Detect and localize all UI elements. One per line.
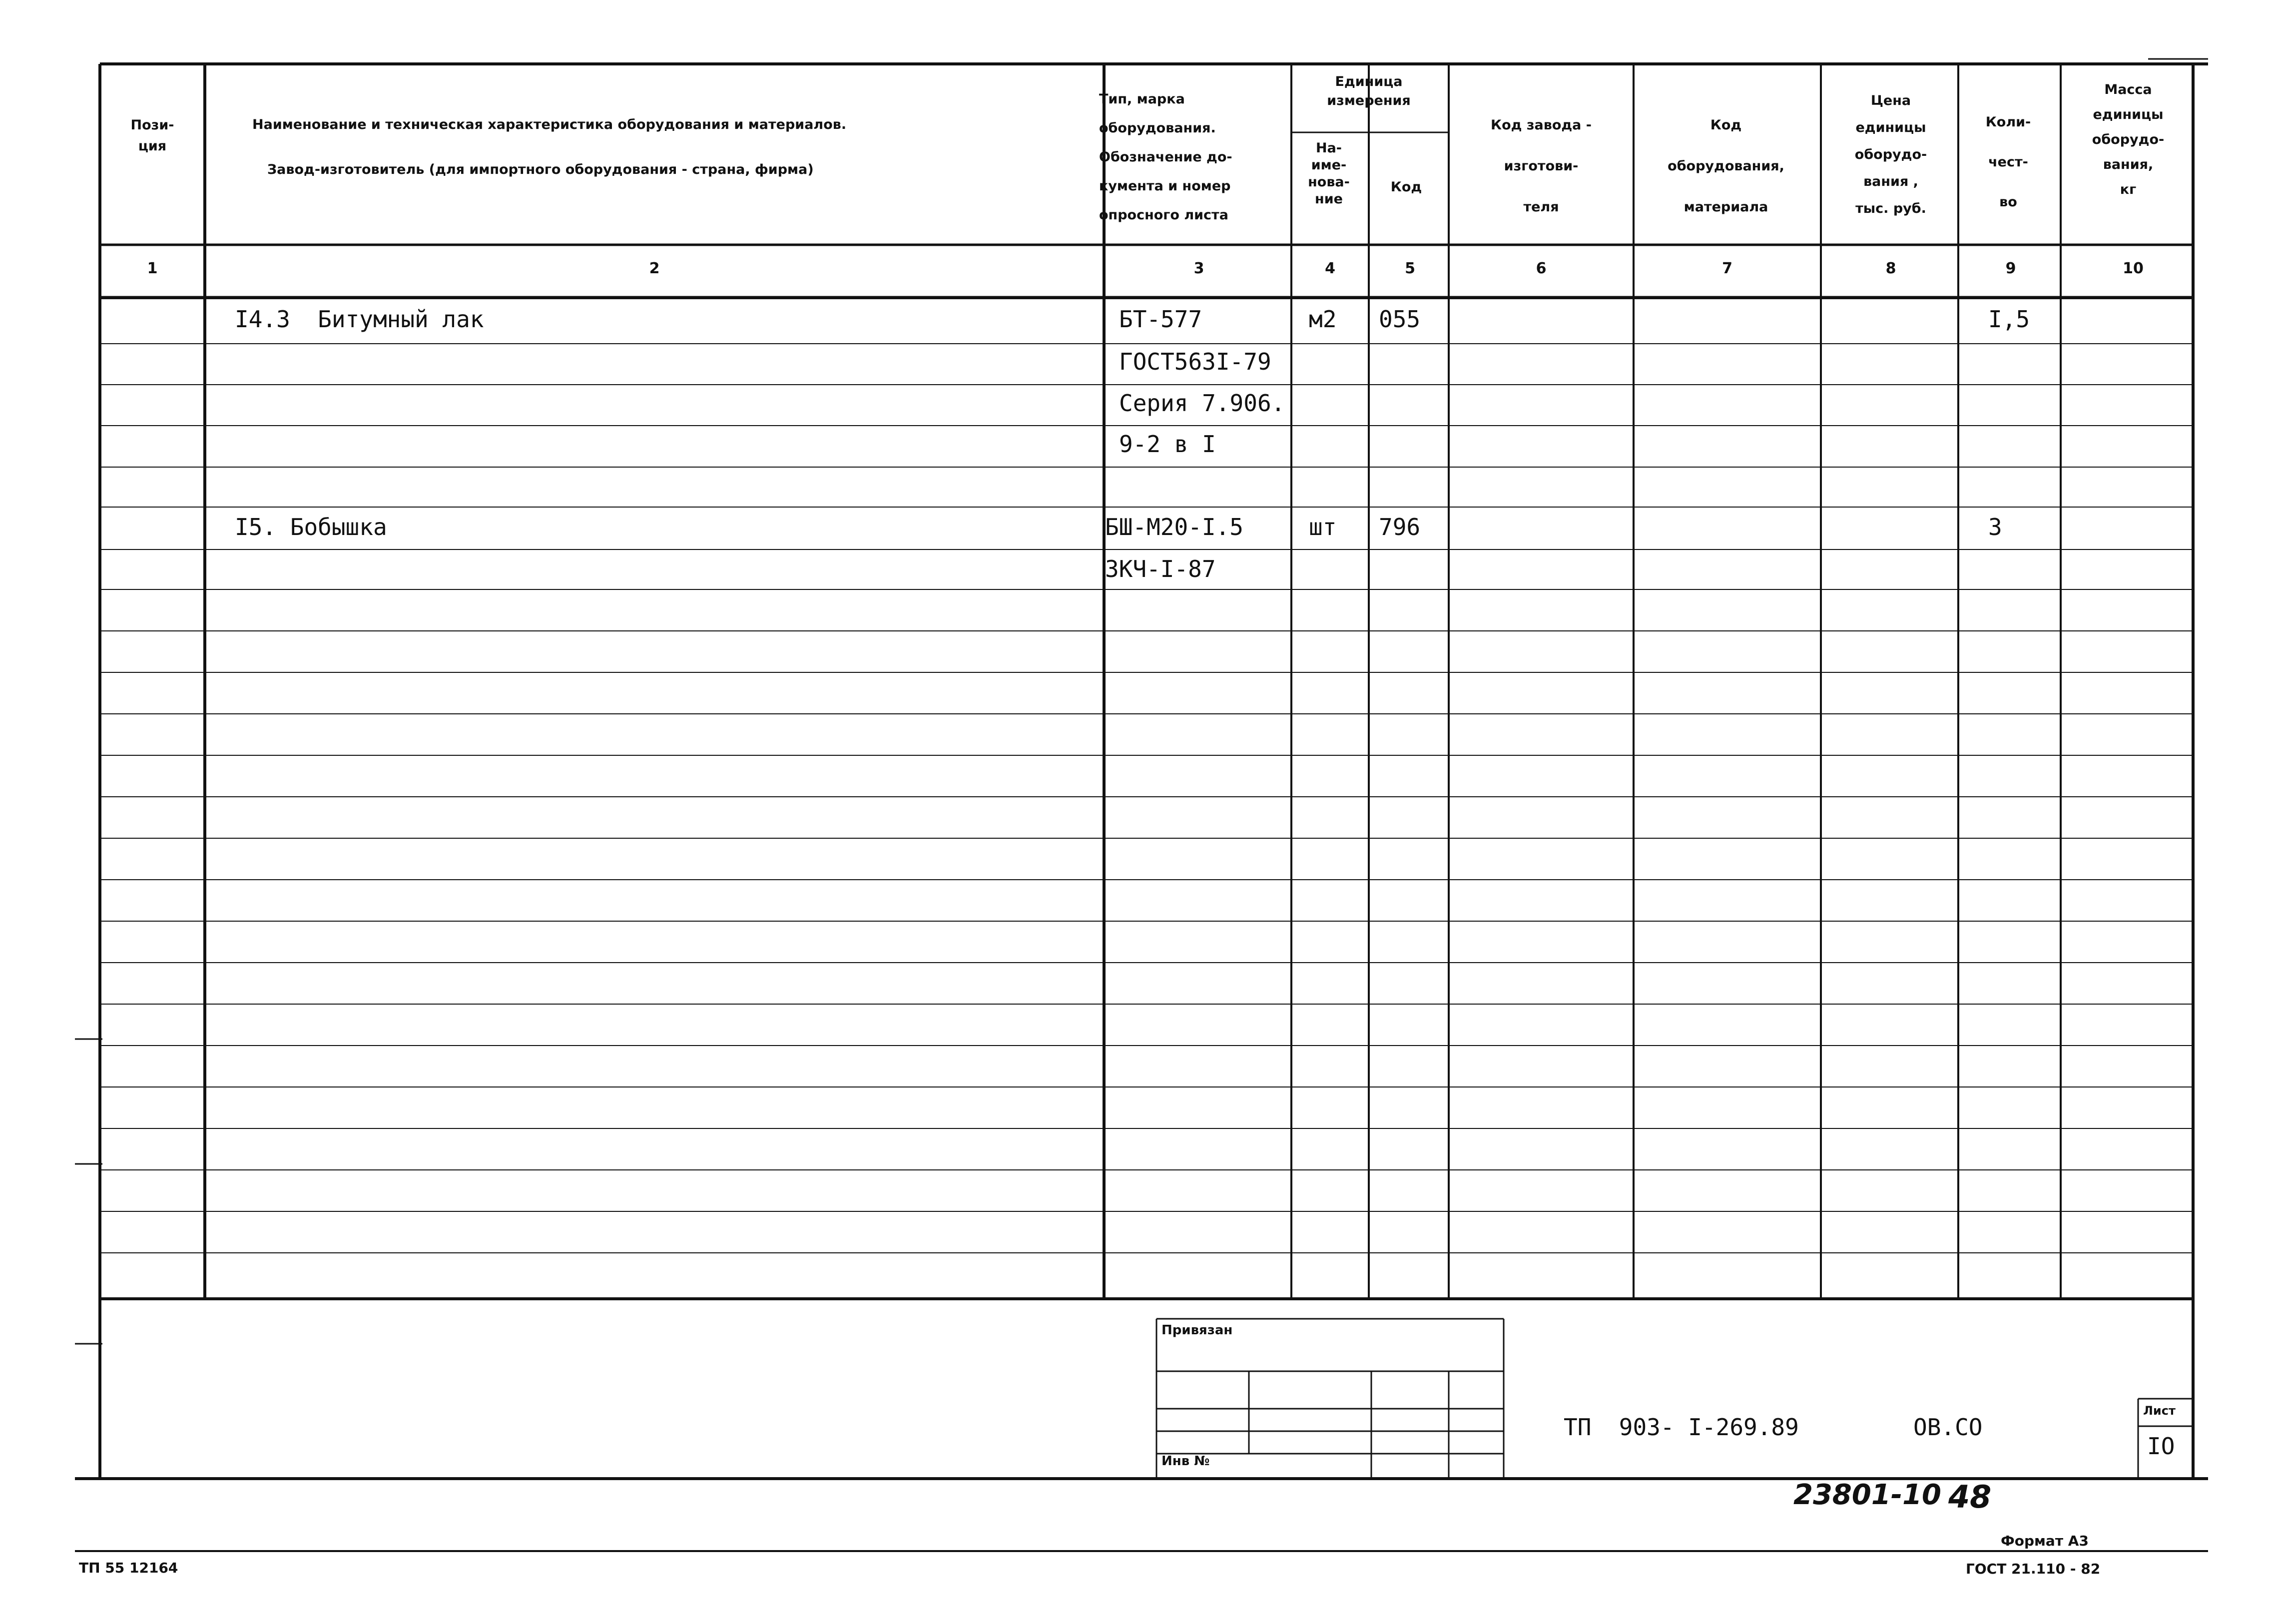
col-num-7: 7	[1722, 260, 1732, 277]
header-position: Пози- ция	[130, 117, 174, 154]
col-num-9: 9	[2005, 260, 2016, 277]
header-name-line1: Наименование и техническая характеристика оборудования и материалов.	[252, 117, 847, 132]
row-1-type: БТ-577	[1119, 306, 1202, 333]
row-5-type: БШ-М20-I.5	[1105, 514, 1243, 541]
header-price: Цена единицы оборудо- вания , тыс. руб.	[1854, 93, 1927, 216]
row-6-type: ЗКЧ-I-87	[1105, 555, 1216, 582]
header-mass: Масса единицы оборудо- вания, кг	[2092, 82, 2165, 197]
stamp-inv: Инв №	[1161, 1454, 1210, 1469]
header-type: Тип, марка оборудования. Обозначение до- кумента и номер опросного листа	[1099, 91, 1232, 223]
format-label: Формат А3	[2001, 1533, 2089, 1549]
document-suffix: ОВ.СО	[1913, 1414, 1983, 1441]
header-unit-group: Единица измерения	[1327, 74, 1411, 108]
col-num-5: 5	[1405, 260, 1415, 277]
left-code: ТП 55 12164	[79, 1560, 178, 1576]
header-unit-name: На- име- нова- ние	[1308, 140, 1350, 207]
gost-label: ГОСТ 21.110 - 82	[1966, 1561, 2101, 1577]
col-num-3: 3	[1193, 260, 1204, 277]
row-5-code: 796	[1379, 514, 1421, 541]
sheet-label: Лист	[2143, 1404, 2176, 1418]
header-equip-code: Код оборудования, материала	[1668, 117, 1784, 215]
row-1-code: 055	[1379, 306, 1421, 333]
header-maker-code: Код завода - изготови- теля	[1491, 117, 1592, 215]
col-num-10: 10	[2123, 260, 2144, 277]
col-num-6: 6	[1536, 260, 1547, 277]
row-5-name: I5. Бобышка	[235, 514, 387, 541]
col-num-2: 2	[649, 260, 660, 277]
row-1-name: I4.3 Битумный лак	[235, 306, 484, 333]
col-num-8: 8	[1885, 260, 1896, 277]
sheet-number: IO	[2147, 1433, 2175, 1460]
header-qty: Коли- чест- во	[1985, 114, 2031, 210]
handwritten-page: 48	[1948, 1479, 1992, 1515]
header-unit-code: Код	[1390, 179, 1422, 195]
row-1-qty: I,5	[1988, 306, 2030, 333]
row-3-type: Серия 7.906.	[1119, 390, 1285, 417]
row-4-type: 9-2 в I	[1119, 431, 1216, 458]
row-5-qty: 3	[1988, 514, 2002, 541]
row-5-unit: шт	[1309, 514, 1337, 541]
col-num-1: 1	[147, 260, 158, 277]
stamp-privyazan: Привязан	[1161, 1323, 1233, 1338]
document-code: ТП 903- I-269.89	[1564, 1414, 1799, 1441]
col-num-4: 4	[1325, 260, 1335, 277]
header-name-line2: Завод-изготовитель (для импортного оборудования - страна, фирма)	[267, 162, 814, 177]
row-1-unit: м2	[1309, 306, 1337, 333]
handwritten-number: 23801-10	[1793, 1479, 1941, 1511]
row-2-type: ГОСТ563I-79	[1119, 348, 1271, 375]
